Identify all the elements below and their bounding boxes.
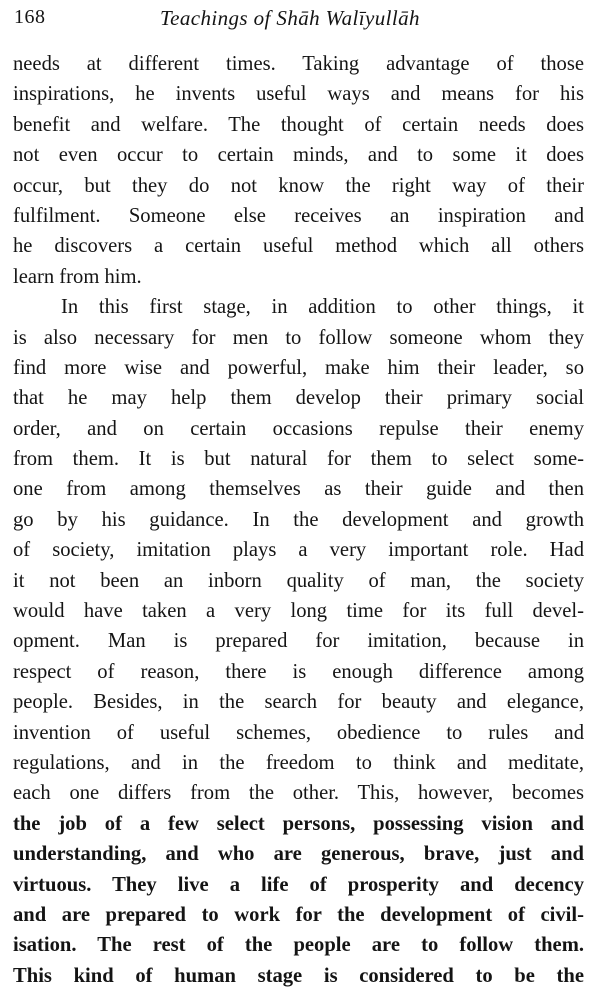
text-line: one from among themselves as their guide and then xyxy=(13,478,584,501)
text-line: fulfilment. Someone else receives an inspiration and xyxy=(13,204,584,227)
text-line: find more wise and powerful, make him their leader, so xyxy=(13,356,584,379)
text-line: would have taken a very long time for its full devel- xyxy=(13,600,584,623)
page-number: 168 xyxy=(14,6,46,28)
text-line: learn from him. xyxy=(13,265,142,288)
text-line: This kind of human stage is considered to be the xyxy=(13,964,584,987)
text-line: not even occur to certain minds, and to some it does xyxy=(13,144,584,167)
text-line: he discovers a certain useful method which all others xyxy=(13,235,584,258)
text-line: respect of reason, there is enough difference among xyxy=(13,660,584,683)
text-line: needs at different times. Taking advantage of those xyxy=(13,53,584,75)
text-line: invention of useful schemes, obedience to rules and xyxy=(13,721,584,744)
text-line: opment. Man is prepared for imitation, because in xyxy=(13,630,584,653)
text-line: the job of a few select persons, possessing vision and xyxy=(13,812,584,835)
text-line: and are prepared to work for the development of civil- xyxy=(13,903,584,926)
text-line: understanding, and who are generous, brave, just and xyxy=(13,843,584,866)
text-line: that he may help them develop their primary social xyxy=(13,387,584,410)
page-header xyxy=(14,6,584,38)
text-line: is also necessary for men to follow someone whom they xyxy=(13,326,584,349)
paragraph-first-line: In this first stage, in addition to other things, it xyxy=(61,296,584,319)
text-line: virtuous. They live a life of prosperity and decency xyxy=(13,873,584,896)
text-line: occur, but they do not know the right way of their xyxy=(13,174,584,197)
text-line: people. Besides, in the search for beauty and elegance, xyxy=(13,691,584,714)
text-line: of society, imitation plays a very important role. Had xyxy=(13,539,584,562)
text-line: inspirations, he invents useful ways and means for his xyxy=(13,83,584,106)
text-line: from them. It is but natural for them to select some- xyxy=(13,448,584,471)
text-line: regulations, and in the freedom to think and meditate, xyxy=(13,751,584,774)
text-line: order, and on certain occasions repulse their enemy xyxy=(13,417,584,440)
body-text xyxy=(13,49,584,991)
text-line: it not been an inborn quality of man, the society xyxy=(13,569,584,592)
text-line: isation. The rest of the people are to follow them. xyxy=(13,934,584,957)
text-line: benefit and welfare. The thought of certain needs does xyxy=(13,113,584,136)
running-title: Teachings of Shāh Walīyullāh xyxy=(160,6,420,30)
text-line: go by his guidance. In the development and growth xyxy=(13,508,584,531)
text-line: each one differs from the other. This, however, becomes xyxy=(13,782,584,805)
